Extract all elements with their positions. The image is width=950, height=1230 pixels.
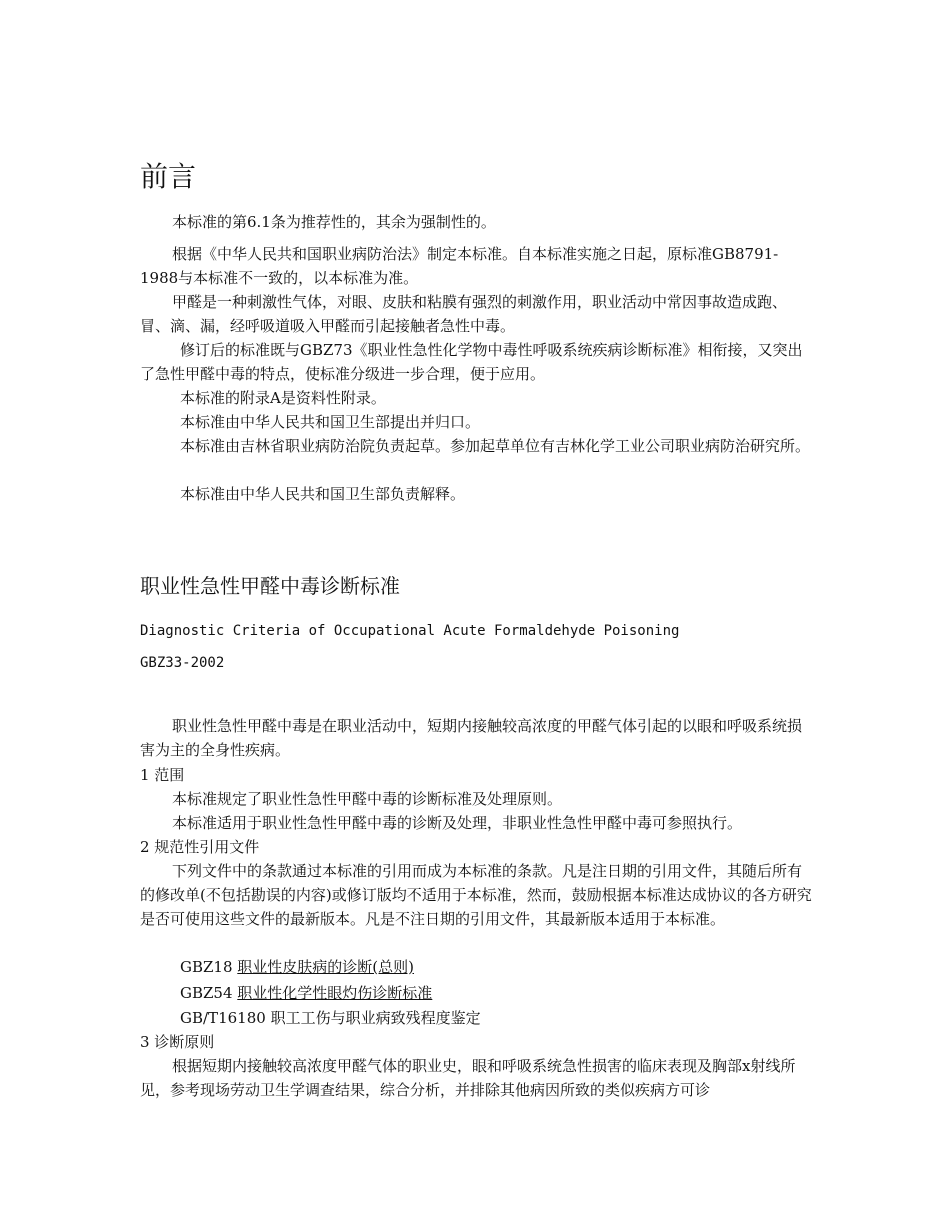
section-heading-scope: 1 范围: [140, 766, 185, 784]
standard-english-title: Diagnostic Criteria of Occupational Acute Formaldehyde Poisoning: [140, 623, 680, 639]
reference-link[interactable]: 职业性化学性眼灼伤诊断标准: [237, 984, 433, 1002]
standard-title: 职业性急性甲醛中毒诊断标准: [140, 574, 400, 598]
references-paragraph: 下列文件中的条款通过本标准的引用而成为本标准的条款。凡是注日期的引用文件，其随后所有的修改单(不包括勘误的内容)或修订版均不适用于本标准，然而，鼓励根据本标准达成协议的各方研究是否可使用这些文件的最新版本。凡是不注日期的引用文件，其最新版本适用于本标准。: [140, 862, 812, 928]
section-heading-principles: 3 诊断原则: [140, 1033, 215, 1051]
reference-code: GBZ54: [180, 984, 233, 1002]
reference-item: [140, 955, 816, 979]
reference-code: GB/T16180: [180, 1009, 266, 1027]
foreword-heading: 前言: [140, 160, 197, 193]
standard-code: GBZ33-2002: [140, 655, 225, 671]
foreword-paragraph: 修订后的标准既与GBZ73《职业性急性化学物中毒性呼吸系统疾病诊断标准》相衔接，又突出了急性甲醛中毒的特点，使标准分级进一步合理，便于应用。: [140, 341, 803, 383]
foreword-paragraph: 本标准由吉林省职业病防治院负责起草。参加起草单位有吉林化学工业公司职业病防治研究所。: [180, 437, 811, 455]
reference-item: [140, 981, 816, 1005]
reference-link[interactable]: 职业性皮肤病的诊断(总则): [237, 958, 415, 976]
principles-paragraph: 根据短期内接触较高浓度甲醛气体的职业史，眼和呼吸系统急性损害的临床表现及胸部x射线所见，参考现场劳动卫生学调查结果，综合分析，并排除其他病因所致的类似疾病方可诊: [140, 1057, 796, 1099]
standard-intro: 职业性急性甲醛中毒是在职业活动中，短期内接触较高浓度的甲醛气体引起的以眼和呼吸系统损害为主的全身性疾病。: [140, 717, 803, 759]
foreword-paragraph: 根据《中华人民共和国职业病防治法》制定本标准。自本标准实施之日起，原标准GB8791-1988与本标准不一致的，以本标准为准。: [140, 245, 779, 287]
foreword-paragraph: 甲醛是一种刺激性气体，对眼、皮肤和粘膜有强烈的刺激作用，职业活动中常因事故造成跑、冒、滴、漏，经呼吸道吸入甲醛而引起接触者急性中毒。: [140, 293, 788, 335]
foreword-paragraph: 本标准由中华人民共和国卫生部提出并归口。: [180, 413, 481, 431]
foreword-paragraph: 本标准由中华人民共和国卫生部负责解释。: [180, 485, 466, 503]
reference-item: [140, 1006, 816, 1030]
reference-code: GBZ18: [180, 958, 233, 976]
foreword-paragraph: 本标准的附录A是资料性附录。: [180, 389, 386, 407]
scope-paragraph: 本标准规定了职业性急性甲醛中毒的诊断标准及处理原则。: [172, 790, 563, 808]
scope-paragraph: 本标准适用于职业性急性甲醛中毒的诊断及处理，非职业性急性甲醛中毒可参照执行。: [172, 814, 743, 832]
section-heading-references: 2 规范性引用文件: [140, 838, 260, 856]
foreword-paragraph: 本标准的第6.1条为推荐性的，其余为强制性的。: [172, 213, 496, 231]
reference-title: 职工工伤与职业病致残程度鉴定: [270, 1009, 481, 1027]
